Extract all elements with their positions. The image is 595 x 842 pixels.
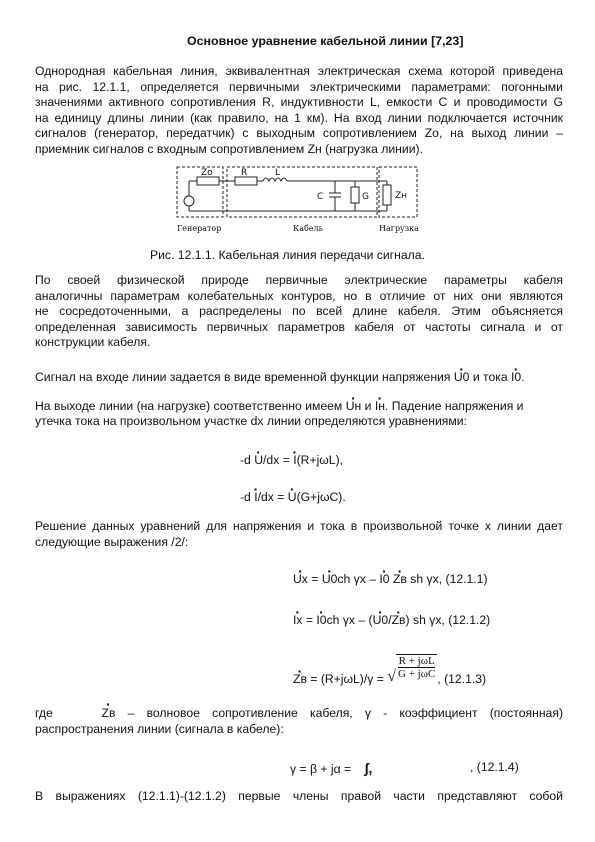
label-r: R (241, 168, 248, 178)
equation-12-1-2 (293, 613, 490, 627)
paragraph-solution (35, 519, 563, 550)
i-symbol: · I (254, 490, 257, 504)
label-c: C (317, 192, 324, 202)
paragraph-final (35, 789, 563, 805)
signal-output-line (35, 399, 523, 413)
u0-symbol: · U0 (373, 613, 389, 627)
label-generator: Генератор (177, 224, 222, 233)
text-line: распространения линии (сигнала в кабеле): (35, 722, 284, 736)
label-cable: Кабель (293, 224, 323, 233)
eq-part: (R+jωL), (296, 453, 344, 467)
eq-part: ) sh γx, (12.1.2) (405, 613, 491, 627)
label-z0: Zo (201, 168, 213, 178)
eq-part: = (R+jωL)/γ = (310, 672, 384, 686)
text-span: и тока (472, 370, 508, 384)
equation-12-1-4 (290, 760, 372, 776)
sqrt-expression: √ R + jωL G + jωC (387, 655, 436, 685)
equation-2 (240, 490, 346, 504)
eq-part: -d (240, 490, 251, 504)
u-symbol: · U (254, 453, 263, 467)
text-line: Однородная кабельная линия, эквивалентная электрическая схема которой приведена (35, 64, 563, 78)
signal-input-line: Сигнал на входе линии задается в виде временной функции напряжения · U0 и тока · I0. (35, 370, 525, 384)
text-line: В выражениях (12.1.1)-(12.1.2) первые члены правой части представляют собой (35, 789, 563, 803)
label-g: G (362, 192, 369, 202)
r-resistor (235, 177, 257, 185)
zn-resistor (383, 185, 391, 205)
label-l: L (275, 168, 281, 178)
zb-symbol: · Zв (392, 613, 406, 627)
text-line: утечка тока на произвольном участке dx линии определяются уравнениями: (35, 414, 467, 428)
i-symbol: · I (293, 453, 296, 467)
text-line: не сосредоточенными, а распределены по всей длине кабеля. Этим объясняется (35, 304, 563, 319)
l-inductor (263, 178, 287, 181)
eq-part: , (12.1.3) (437, 672, 487, 686)
text-line: на единицу длины линии (как правило, на 1 км). На вход линии подключается источник (35, 110, 563, 125)
equation-ref: , (12.1.4) (470, 760, 519, 774)
paragraph-physics (35, 273, 563, 351)
text-span: – волновое сопротивление кабеля, γ - коэффициент (постоянная) (127, 706, 563, 720)
ix-symbol: · Ix (293, 613, 302, 627)
text-line: на рис. 12.1.1, определяется первичными электрическими параметрами: погонными (35, 79, 563, 94)
u0-symbol: · U0 (454, 370, 470, 384)
text-span: На выходе линии (на нагрузке) соответственно имеем (35, 399, 343, 413)
text-span: где (35, 706, 53, 720)
text-line: конструкции кабеля. (35, 335, 151, 350)
eq-part: ∫, (364, 760, 373, 776)
text-line: значениями активного сопротивления R, индуктивности L, емкости C и проводимости G (35, 95, 563, 110)
g-resistor (351, 187, 359, 203)
text-span: Сигнал на входе линии задается в виде временной функции напряжения (35, 370, 451, 384)
zb-symbol: · Zв (102, 706, 116, 722)
label-load: Нагрузка (379, 224, 419, 233)
text-line: определенная зависимость первичных параметров кабеля от частоты сигнала и от (35, 319, 563, 334)
text-line: следующие выражения /2/: (35, 534, 189, 549)
eq-part: = (305, 613, 313, 627)
ux-symbol: · Ux (293, 572, 308, 586)
source-symbol (184, 196, 194, 206)
page-title: Основное уравнение кабельной линии [7,23] (187, 34, 464, 48)
equation-12-1-3 (293, 655, 487, 688)
eq-part: sh γx, (12.1.1) (410, 572, 488, 586)
paragraph-intro (35, 64, 563, 158)
eq-part: /dx = (263, 453, 290, 467)
i0-symbol: · I0 (511, 370, 521, 384)
generator-block (177, 167, 223, 217)
text-span: . Падение напряжения и (384, 399, 524, 413)
text-line: сигналов (генератор, передатчик) с выходным сопротивлением Zo, на выход линии – (35, 126, 563, 141)
circuit-diagram (175, 165, 420, 237)
text-span: и (364, 399, 372, 413)
figure-caption: Рис. 12.1.1. Кабельная линия передачи сигнала. (150, 248, 425, 262)
zb-symbol: · Zв (393, 572, 407, 586)
u0-symbol: · U0 (322, 572, 338, 586)
equation-1 (240, 453, 343, 467)
eq-part: ch γx – ( (326, 613, 373, 627)
eq-part: -d (240, 453, 251, 467)
sqrt-numerator: R + jωL (398, 655, 435, 667)
label-zn: Zн (395, 191, 408, 201)
eq-part: /dx = (257, 490, 285, 504)
text-line: Решение данных уравнений для напряжения и тока в произвольной точке x линии дает (35, 519, 563, 533)
sqrt-denominator: G + jωC (398, 668, 436, 680)
paragraph-wave-impedance-1 (35, 706, 563, 722)
equation-12-1-1 (293, 572, 488, 586)
i0-symbol: · I0 (316, 613, 326, 627)
text-line: По своей физической природе первичные электрические параметры кабеля (35, 273, 563, 287)
eq-part: / (388, 613, 392, 627)
eq-part: γ = β + jα = (290, 762, 352, 776)
eq-part: (G+jωC). (296, 490, 346, 504)
text-line: приемник сигналов с входным сопротивлением Zн (нагрузка линии). (35, 141, 423, 156)
z0-resistor (197, 177, 219, 185)
in-symbol: · Iн (375, 399, 385, 413)
u-symbol: · U (288, 490, 297, 504)
eq-part: = (311, 572, 319, 586)
zb-symbol: · Zв (293, 672, 307, 686)
eq-part: ch γx – (337, 572, 377, 586)
text-line: аналогичны параметрам колебательных контуров, но в отличие от них они являются (35, 288, 563, 303)
i0-symbol: · I0 (379, 572, 389, 586)
un-symbol: · Uн (346, 399, 362, 413)
